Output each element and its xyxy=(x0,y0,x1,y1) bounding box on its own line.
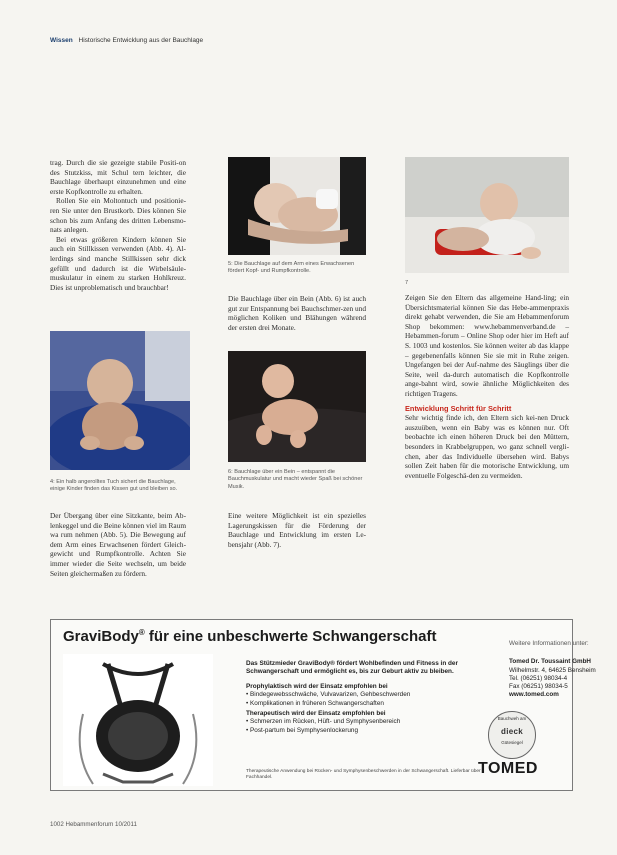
company-phone: Tel. (06251) 98034-4 xyxy=(509,674,568,682)
photo-baby-on-cushion xyxy=(50,331,190,470)
ad-headline xyxy=(63,628,437,645)
photo-image xyxy=(228,157,366,255)
maternity-belt-illustration xyxy=(63,654,213,786)
caption-figure-4: 4: Ein halb angerolltes Tuch sichert die Bauchlage, einige Kinder finden das Kissen gut und bleiben so. xyxy=(50,479,178,493)
list-item: • Schmerzen im Rücken, Hüft- und Symphysenbereich xyxy=(246,718,476,726)
photo-baby-on-arm xyxy=(228,157,366,255)
photo-image xyxy=(50,331,190,470)
section-subheading: Entwicklung Schritt für Schritt xyxy=(405,403,512,413)
contact-intro: Weitere Informationen unter: xyxy=(509,640,589,647)
list-item: • Bindegewebsschwäche, Vulvavarizen, Gehbeschwerden xyxy=(246,691,476,699)
running-header xyxy=(50,37,203,44)
paragraph: Eine weitere Möglichkeit ist ein spezielles Lagerungskissen für die Förderung der Bauchlage und Entwicklung im ersten Le-bensjahr (Abb. 7). xyxy=(228,511,366,549)
ad-headline-rest: für eine unbeschwerte Schwangerschaft xyxy=(144,628,437,645)
list-item: • Komplikationen in früheren Schwangerschaften xyxy=(246,700,476,708)
column-2-text xyxy=(228,294,366,332)
paragraph: Rollen Sie ein Moltontuch und positionie-ren Sie unter den Brustkorb. Dies können Sie schon bis zum Anfang des dritten Lebensmo-nats anlegen. xyxy=(50,196,186,235)
paragraph: Zeigen Sie den Eltern das allgemeine Hand-ling; ein Übersichtsmaterial können Sie das Hebe-ammenpraxis direkt gehabt verwenden, die Sie am Hebammenforum Shop bekommen: www.hebammenverband.de – Hebammen-forum – Online Shop oder hier im Heft auf S. 1003 und kostenlos. Sie können weiter ab das klappe – gegebenenfalls können Sie sie mit in Ruhe zeigen. Ungefangen bei der Auf-nahme des Säuglings über die Seite, weil da-durch automatisch die Kopfkontrolle ange-bahnt wird, sowie ähnliche Möglichkeiten des richtigen Tragens. xyxy=(405,293,569,398)
seal-name: dieck xyxy=(501,727,523,736)
company-fax: Fax (06251) 98034-5 xyxy=(509,683,568,691)
paragraph: trag. Durch die sie gezeigte stabile Positi-on des Stutzkiss, mit Schul tern leichter, die Bauchlage überhaupt einzunehmen und eine erste Kopfkontrolle zu erhalten. xyxy=(50,158,186,196)
paragraph: Die Bauchlage über ein Bein (Abb. 6) ist auch gut zur Entspannung bei Bauchschmer-zen und möglichen Koliken und Blähungen während der ersten drei Monate. xyxy=(228,294,366,332)
company-name: Tomed Dr. Toussaint GmbH xyxy=(509,658,591,666)
ad-footnote: Therapeutische Anwendung bei Rücken- und Symphysenbeschwerden in der Schwangerschaft. Lieferbar über Fachhandel. xyxy=(246,769,481,781)
column-1-bottom-text xyxy=(50,511,186,578)
caption-figure-5: 5: Die Bauchlage auf dem Arm eines Erwachsenen fördert Kopf- und Rumpfkontrolle. xyxy=(228,261,355,275)
column-3-text xyxy=(405,293,569,480)
photo-image xyxy=(228,351,366,462)
caption-figure-6: 6: Bauchlage über ein Bein – entspannt die Bauchmuskulatur und macht wieder Spaß bei schöner Musik. xyxy=(228,469,363,490)
ad-therapy-heading: Therapeutisch wird der Einsatz empfohlen bei xyxy=(246,710,386,718)
list-item: • Post-partum bei Symphysenlockerung xyxy=(246,727,476,735)
paragraph: Sehr wichtig finde ich, den Eltern sich kei-nen Druck auszuüben, wenn ein Baby was es können nur. Oft beobachte ich einen höheren Druck bei den Müttern, besonders in Krabbelgruppen, wo ganz schnell vergli-chen, aber das Individuelle übersehen wird. Babys sollen Zeit haben für die motorische Entwicklung, um eventuelle Folgeschä-den zu vermeiden. xyxy=(405,413,569,480)
ad-prophylaxis-heading: Prophylaktisch wird der Einsatz empfohlen bei xyxy=(246,682,388,690)
tomed-logo: TOMED xyxy=(478,760,538,777)
ad-prophylaxis-list xyxy=(246,691,476,708)
ad-headline-registered: ® xyxy=(138,628,145,637)
ad-lead: Das Stützmieder GraviBody® fördert Wohlbefinden und Fitness in der Schwangerschaft und ermöglicht es, bis zur Geburt aktiv zu bleiben. xyxy=(246,660,458,676)
seal-top-text: Bauchweh am xyxy=(497,716,527,721)
column-2-bottom-text xyxy=(228,511,366,549)
quality-seal-icon xyxy=(488,711,536,759)
ad-body xyxy=(246,660,476,737)
header-title: Historische Entwicklung aus der Bauchlage xyxy=(78,37,204,44)
ad-therapy-list xyxy=(246,718,476,735)
photo-baby-over-leg xyxy=(228,351,366,462)
ad-headline-brand: GraviBody xyxy=(63,628,139,645)
paragraph: Der Übergang über eine Sitzkante, beim Ab-lenkeggel und die Beine können viel im Raum wa rum nehmen (Abb. 5). Die Bewegung auf dem Arm eines Erwachsenen fördert Gleich-gewicht und Rumpfkontrolle. Achten Sie immer wieder die Seite wechseln, um beide Seiten gleichermaßen zu fördern. xyxy=(50,511,186,578)
ad-product-illustration xyxy=(63,654,213,786)
section-label: Wissen xyxy=(50,37,73,44)
caption-figure-7: 7 xyxy=(405,280,409,286)
photo-baby-on-red-pillow xyxy=(405,157,569,273)
paragraph: Bei etwas größeren Kindern können Sie auch ein Stillkissen verwenden (Abb. 4). Al-lerdings sind manche Stillkissen sehr dick gefüllt und dadurch ist die Wirbelsäule-muskulatur in einem zu starken Hohlkreuz. Dies ist unproblematisch und brauchbar! xyxy=(50,234,186,292)
ad-contact-block xyxy=(509,640,617,700)
column-1-text xyxy=(50,158,186,292)
company-street: Wilhelmstr. 4, 64625 Bensheim xyxy=(509,666,596,674)
company-website-link[interactable]: www.tomed.com xyxy=(509,691,559,699)
page-footer: 1002 Hebammenforum 10/2011 xyxy=(50,821,137,828)
seal-bottom-text: Gütesiegel xyxy=(501,740,523,745)
photo-image xyxy=(405,157,569,273)
